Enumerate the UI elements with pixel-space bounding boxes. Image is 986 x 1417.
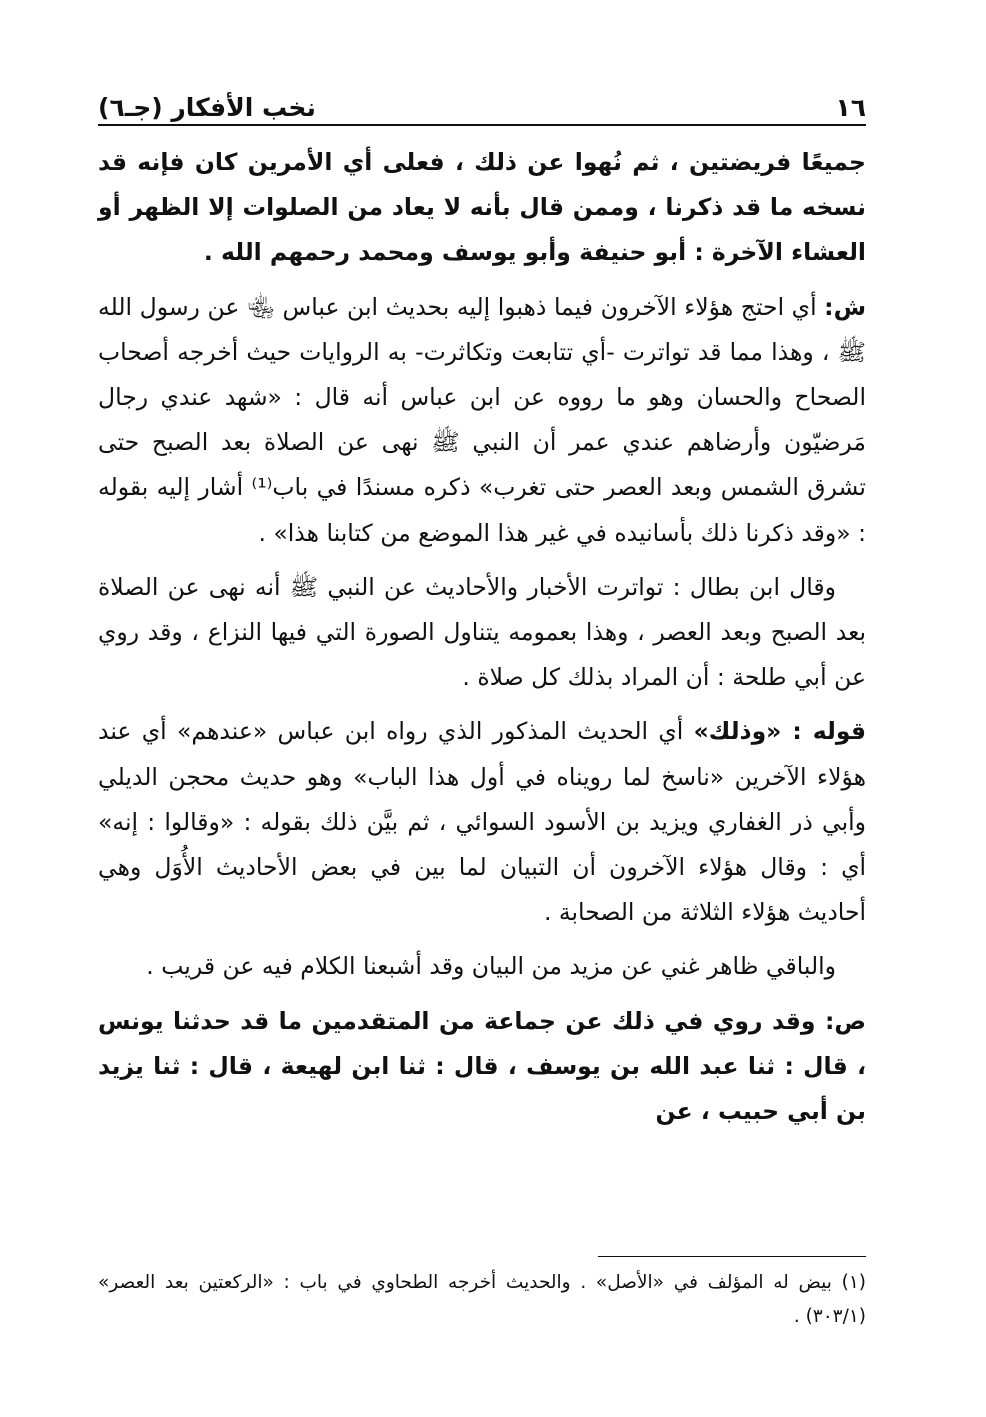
paragraph-text: وقد روي في ذلك عن جماعة من المتقدمين ما قد حدثنا يونس ، قال : ثنا عبد الله بن يوسف ، قال : ثنا ابن لهيعة ، قال : ثنا يزيد بن أبي حبيب ، عن — [98, 1006, 866, 1126]
header-divider — [98, 124, 866, 126]
main-text — [98, 140, 866, 1143]
footnote: (١) بيض له المؤلف في «الأصل» . والحديث أخرجه الطحاوي في باب : «الركعتين بعد العصر» (٣٠٣/١) . — [98, 1272, 866, 1327]
paragraph-remainder — [98, 944, 866, 989]
paragraph-qawluhu — [98, 709, 866, 935]
paragraph-marker: ص: — [824, 1006, 866, 1035]
paragraph-matn-continuation — [98, 140, 866, 276]
paragraph-marker: ش: — [824, 292, 866, 321]
footnote-divider — [598, 1256, 866, 1257]
paragraph-text: أي احتج هؤلاء الآخرون فيما ذهبوا إليه بحديث ابن عباس ﵄ عن رسول الله ﷺ ، وهذا مما قد تواترت -أي تتابعت وتكاثرت- به الروايات حيث أخرجه أصحاب الصحاح والحسان وهو ما رووه عن ابن عباس أنه قال : «شهد عندي رجال مَرضيّون وأرضاهم عندي عمر أن النبي ﷺ نهى عن الصلاة بعد الصبح حتى تشرق الشمس وبعد العصر حتى تغرب» ذكره مسندًا في باب⁽¹⁾ أشار إليه بقوله : «وقد ذكرنا ذلك بأسانيده في غير هذا الموضع من كتابنا هذا» . — [98, 292, 866, 547]
paragraph-text: أي الحديث المذكور الذي رواه ابن عباس «عندهم» أي عند هؤلاء الآخرين «ناسخ لما رويناه في أول هذا الباب» وهو حديث محجن الديلي وأبي ذر الغفاري ويزيد بن الأسود السوائي ، ثم بيَّن ذلك بقوله : «وقالوا : إنه» أي : وقال هؤلاء الآخرون أن التبيان لما بين في بعض الأحاديث الأُوَل وهي أحاديث هؤلاء الثلاثة من الصحابة . — [98, 717, 866, 927]
paragraph-matn — [98, 999, 866, 1135]
paragraph-text: والباقي ظاهر غني عن مزيد من البيان وقد أشبعنا الكلام فيه عن قريب . — [146, 952, 836, 981]
running-header — [98, 82, 866, 122]
page-number: ١٦ — [835, 93, 866, 122]
paragraph-marker: قوله : «وذلك» — [693, 717, 866, 746]
paragraph-text: وقال ابن بطال : تواترت الأخبار والأحاديث عن النبي ﷺ أنه نهى عن الصلاة بعد الصبح وبعد العصر ، وهذا بعمومه يتناول الصورة التي فيها النزاع ، وقد روي عن أبي طلحة : أن المراد بذلك كل صلاة . — [98, 572, 866, 692]
paragraph-text: جميعًا فريضتين ، ثم نُهوا عن ذلك ، فعلى أي الأمرين كان فإنه قد نسخه ما قد ذكرنا ، وممن قال بأنه لا يعاد من الصلوات إلا الظهر أو العشاء الآخرة : أبو حنيفة وأبو يوسف ومحمد رحمهم الله . — [98, 148, 866, 267]
book-title: نخب الأفكار (جـ٦) — [98, 93, 316, 122]
paragraph-ibn-battal — [98, 565, 866, 701]
paragraph-sharh — [98, 285, 866, 556]
